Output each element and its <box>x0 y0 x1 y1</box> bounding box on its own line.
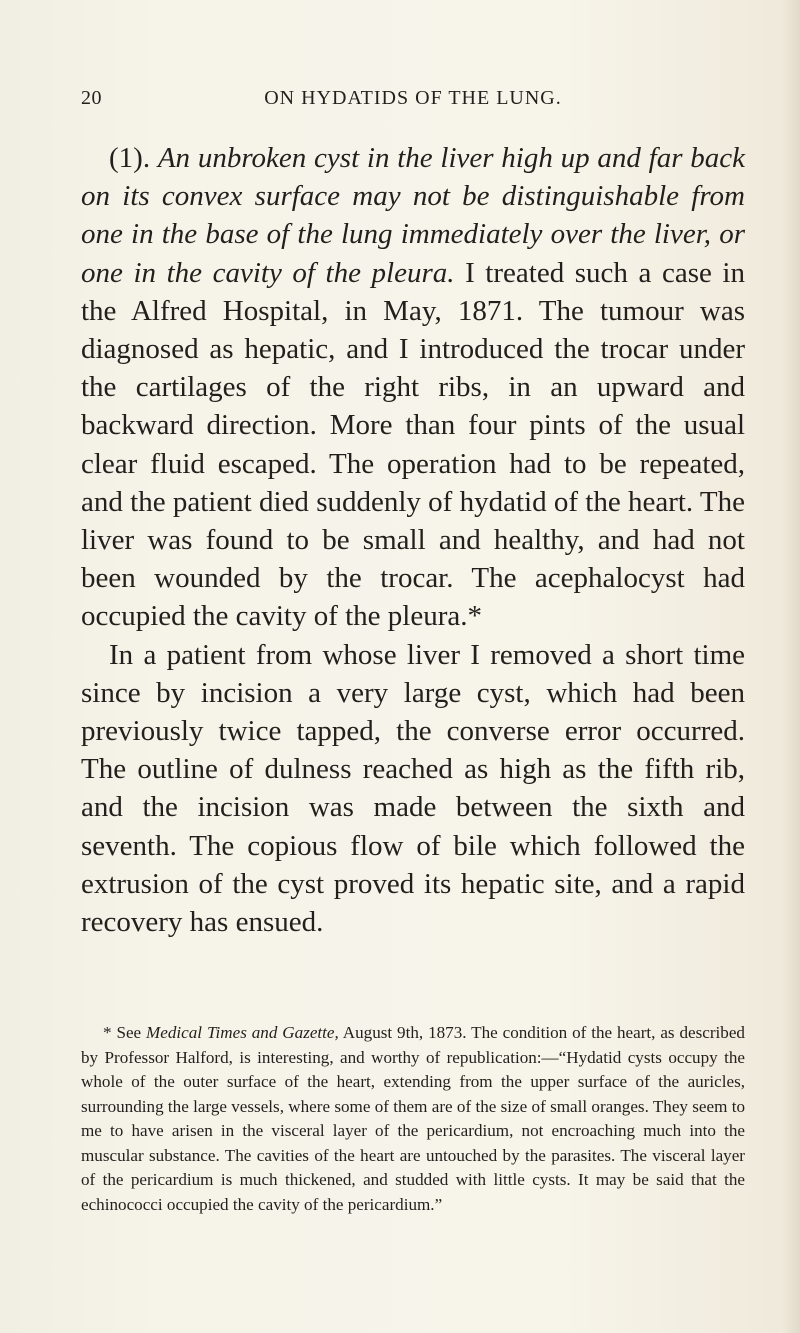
footnote-paragraph <box>81 1021 745 1217</box>
paragraph-2 <box>81 636 745 942</box>
paragraph-2-text: In a patient from whose liver I removed a short time since by incision a very large cyst, which had been previously twice tapped, the converse error occurred. The outline of dulness reached as high as the fifth rib, and the incision was made between the sixth and seventh. The copious flow of bile which followed the extrusion of the cyst proved its hepatic site, and a rapid recovery has ensued. <box>81 638 745 939</box>
footnote-journal-title: Medical Times and Gazette, <box>146 1023 339 1042</box>
page-edge-shadow <box>782 0 800 1333</box>
footnote <box>81 1021 745 1217</box>
page-header <box>81 84 745 112</box>
footnote-text: August 9th, 1873. The condition of the heart, as described by Professor Halford, is interesting, and worthy of republication:—“Hydatid cysts occupy the whole of the outer surface of the heart, extending from the upper surface of the auricles, surrounding the large vessels, where some of them are of the size of small oranges. They seem to me to have arisen in the visceral layer of the pericardium, not encroaching much into the muscular substance. The cavities of the heart are untouched by the parasites. The visceral layer of the pericardium is much thickened, and studded with little cysts. It may be said that the echinococci occupied the cavity of the pericardium.” <box>81 1023 745 1214</box>
paragraph-1-italic-heading: An unbroken cyst in the liver high up and far back on its convex surface may not be distinguishable from one in the base of the lung immediately over the liver, or one in the cavity of the pleura. <box>81 142 745 289</box>
paragraph-1-text: I treated such a case in the Alfred Hospital, in May, 1871. The tumour was diagnosed as hepatic, and I introduced the trocar under the cartilages of the right ribs, in an upward and backward direction. More than four pints of the usual clear fluid escaped. The operation had to be repeated, and the patient died suddenly of hydatid of the heart. The liver was found to be small and healthy, and had not been wounded by the trocar. The acephalocyst had occupied the cavity of the pleura.* <box>81 256 745 633</box>
paragraph-1 <box>81 139 745 636</box>
page-number: 20 <box>81 87 102 109</box>
footnote-marker: * See <box>103 1023 142 1042</box>
paragraph-1-number: (1). <box>109 142 151 174</box>
running-head: ON HYDATIDS OF THE LUNG. <box>264 87 562 109</box>
body-text <box>81 139 745 941</box>
